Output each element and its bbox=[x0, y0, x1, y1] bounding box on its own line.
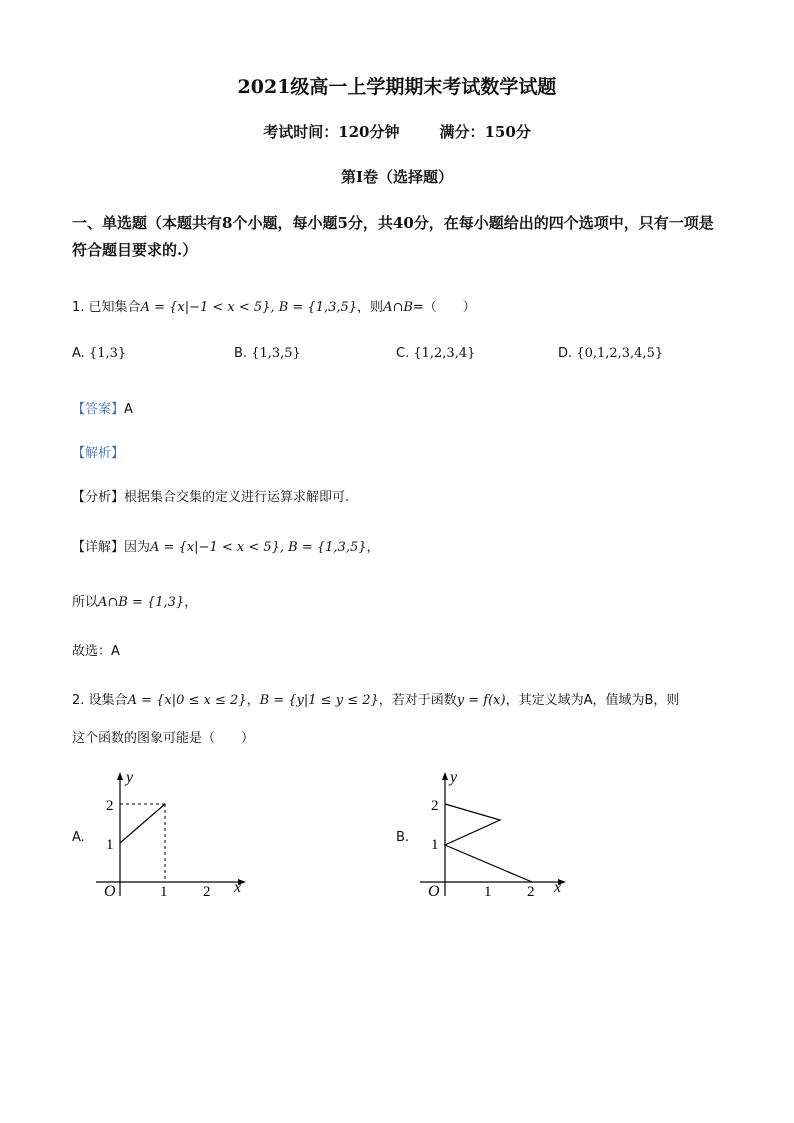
xiangjie-tag: 【详解】 bbox=[72, 540, 125, 555]
question-2-line2: 这个函数的图象可能是（ ） bbox=[72, 731, 255, 746]
option-label: C. bbox=[396, 346, 410, 361]
y-axis-label: y bbox=[450, 769, 458, 786]
origin-label: O bbox=[104, 883, 116, 898]
x-tick-1: 1 bbox=[484, 884, 492, 898]
option-d bbox=[558, 346, 663, 361]
answer-line bbox=[72, 398, 133, 417]
exam-info bbox=[0, 121, 794, 142]
option-label: B. bbox=[234, 346, 248, 361]
question-1-prefix: 已知集合 bbox=[88, 300, 141, 315]
question-2-func: y = f(x) bbox=[456, 693, 506, 708]
y-axis-arrow bbox=[117, 772, 123, 780]
question-1-stem bbox=[72, 296, 476, 315]
question-2-prefix: 设集合 bbox=[88, 693, 128, 708]
graph-a-label: A. bbox=[72, 830, 85, 845]
option-value: {0,1,2,3,4,5} bbox=[576, 346, 664, 361]
fenxi-text: 根据集合交集的定义进行运算求解即可. bbox=[124, 490, 350, 505]
option-value: {1,2,3,4} bbox=[413, 346, 476, 361]
graph-a bbox=[88, 768, 258, 898]
option-value: {1,3,5} bbox=[251, 346, 301, 361]
x-tick-2: 2 bbox=[203, 884, 211, 898]
origin-label: O bbox=[428, 883, 440, 898]
x-axis-label: x bbox=[554, 879, 562, 896]
x-axis-label: x bbox=[234, 879, 242, 896]
question-2-stem bbox=[72, 689, 679, 708]
question-2-sep: ， bbox=[246, 693, 260, 708]
conclusion-line bbox=[72, 591, 197, 610]
option-label: A. bbox=[72, 346, 85, 361]
xiangjie-line bbox=[72, 536, 380, 555]
xiangjie-prefix: 因为 bbox=[124, 540, 151, 555]
xiangjie-sets: A = {x|−1 < x < 5}, B = {1,3,5} bbox=[150, 540, 367, 555]
y-tick-2: 2 bbox=[431, 798, 439, 814]
answer-tag: 【答案】 bbox=[72, 402, 125, 417]
y-tick-1: 1 bbox=[106, 837, 114, 853]
option-b bbox=[234, 346, 301, 361]
exam-time: 考试时间：120分钟 bbox=[263, 123, 400, 141]
y-axis-arrow bbox=[442, 772, 448, 780]
conclusion-prefix: 所以 bbox=[72, 595, 99, 610]
option-a bbox=[72, 346, 126, 361]
x-tick-2: 2 bbox=[527, 884, 535, 898]
option-value: {1,3} bbox=[88, 346, 127, 361]
x-tick-1: 1 bbox=[160, 884, 168, 898]
y-tick-1: 1 bbox=[431, 837, 439, 853]
fenxi-line bbox=[72, 486, 349, 505]
xiangjie-suffix: ， bbox=[366, 540, 380, 555]
analysis-tag: 【解析】 bbox=[72, 446, 125, 461]
question-1-sets: A = {x|−1 < x < 5}, B = {1,3,5} bbox=[140, 300, 358, 315]
page-title: 2021级高一上学期期末考试数学试题 bbox=[237, 76, 557, 98]
question-1-number: 1. bbox=[72, 300, 85, 315]
option-c bbox=[396, 346, 475, 361]
function-curve bbox=[445, 804, 532, 882]
volume-title: 第Ⅰ卷（选择题） bbox=[340, 168, 454, 186]
conclusion-suffix: ， bbox=[184, 595, 198, 610]
y-axis-label: y bbox=[126, 769, 134, 786]
function-line bbox=[120, 804, 165, 843]
question-1-expr: A∩B bbox=[383, 300, 413, 315]
answer-value: A bbox=[124, 402, 133, 417]
conclusion-expr: A∩B = {1,3} bbox=[98, 595, 185, 610]
question-1-mid: ，则 bbox=[357, 300, 384, 315]
graph-b bbox=[412, 768, 582, 898]
y-tick-2: 2 bbox=[106, 798, 114, 814]
section-heading: 一、单选题（本题共有8个小题，每小题5分，共40分，在每小题给出的四个选项中，只有一项是符合题目要求的.） bbox=[72, 214, 714, 259]
question-2-tail: ，其定义域为A，值域为B，则 bbox=[505, 693, 680, 708]
choice-line: 故选：A bbox=[72, 644, 120, 659]
question-1-suffix: =（ ） bbox=[412, 300, 476, 315]
question-2-set-a: A = {x|0 ≤ x ≤ 2} bbox=[127, 693, 247, 708]
question-2-set-b: B = {y|1 ≤ y ≤ 2} bbox=[259, 693, 379, 708]
fenxi-tag: 【分析】 bbox=[72, 490, 125, 505]
question-2-number: 2. bbox=[72, 693, 85, 708]
option-label: D. bbox=[558, 346, 573, 361]
question-2-mid: ，若对于函数 bbox=[378, 693, 457, 708]
exam-full-score: 满分：150分 bbox=[439, 123, 531, 141]
graph-b-label: B. bbox=[396, 830, 410, 845]
